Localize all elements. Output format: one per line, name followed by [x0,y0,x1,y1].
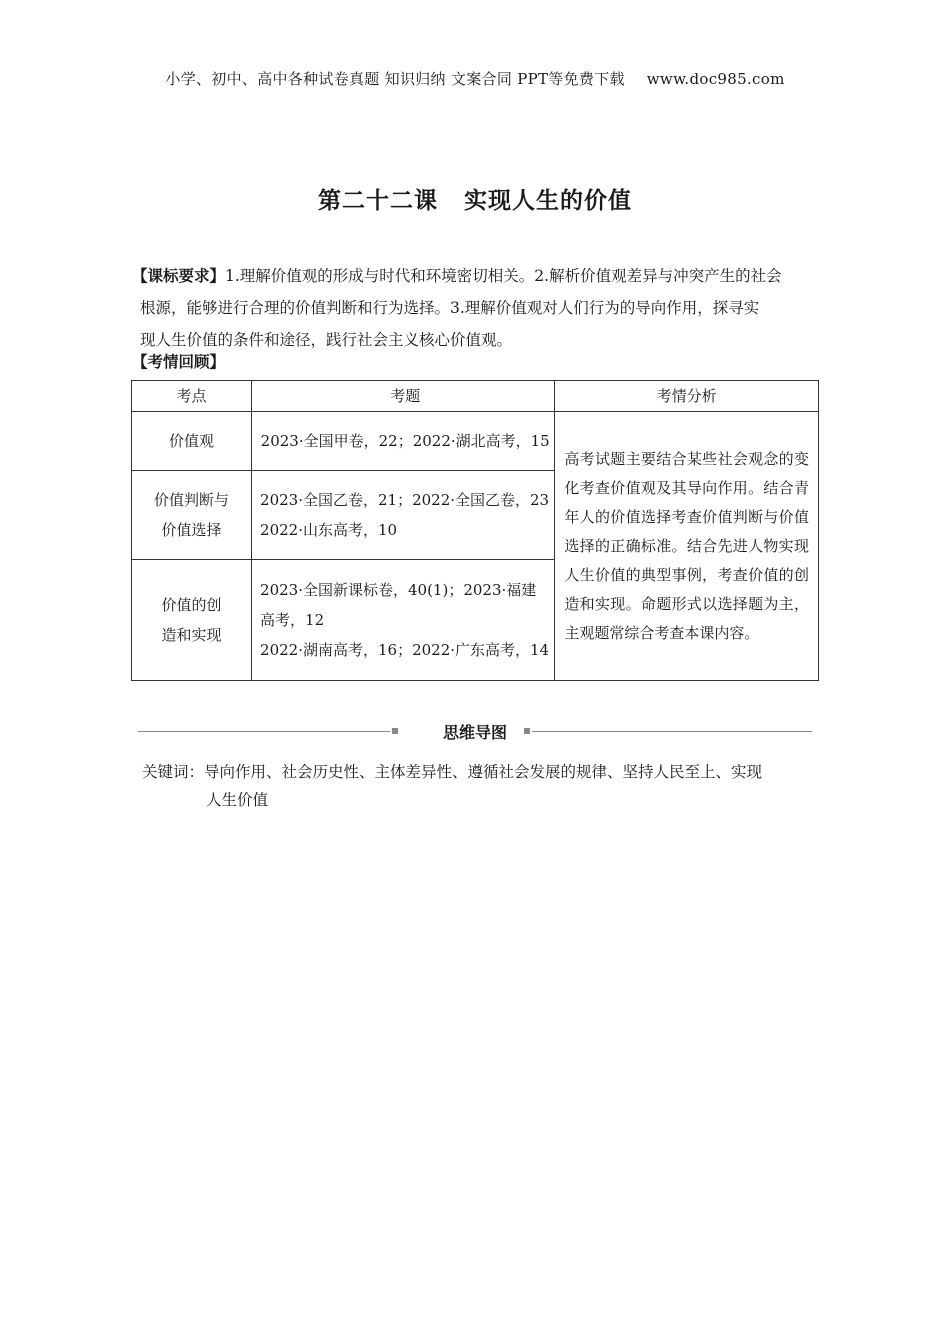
curriculum-requirements [132,260,818,356]
table-header-row [132,381,819,412]
row-point: 价值观 [132,412,252,471]
header-text: 小学、初中、高中各种试卷真题 知识归纳 文案合同 PPT等免费下载 [165,70,625,88]
requirements-label: 【课标要求】 [132,267,226,285]
requirements-line-3: 现人生价值的条件和途径，践行社会主义核心价值观。 [140,331,513,349]
divider-square-right-icon [524,728,530,734]
mindmap-divider [138,720,812,744]
page-header [0,68,950,89]
exam-review-table [131,380,819,681]
table-row [132,412,819,471]
lesson-number: 第二十二课 [318,188,438,214]
keywords-label: 关键词： [142,763,205,781]
analysis-cell: 高考试题主要结合某些社会观念的变化考查价值观及其导向作用。结合青年人的价值选择考查价值判断与价值选择的正确标准。结合先进人物实现人生价值的典型事例，考查价值的创造和实现。命题形式以选择题为主，主观题常综合考查本课内容。 [555,412,819,681]
question-item: 2023·全国新课标卷，40(1)；2023·福建高考，12 [260,581,537,629]
question-item: 2022·山东高考，10 [260,521,398,539]
row-point: 价值判断与价值选择 [132,471,252,560]
row-questions [252,560,555,681]
question-item: 2022·湖南高考，16；2022·广东高考，14 [260,641,550,659]
review-label: 【考情回顾】 [132,353,226,371]
header-questions: 考题 [252,381,555,412]
page-title [0,182,950,215]
divider-line-right [532,731,812,732]
keywords-line-1: 导向作用、社会历史性、主体差异性、遵循社会发展的规律、坚持人民至上、实现 [204,763,763,781]
header-point: 考点 [132,381,252,412]
requirements-line-2: 根源，能够进行合理的价值判断和行为选择。3.理解价值观对人们行为的导向作用，探寻实 [140,299,760,317]
requirements-line-1: 1.理解价值观的形成与时代和环境密切相关。2.解析价值观差异与冲突产生的社会 [225,267,782,285]
row-questions [252,412,555,471]
header-analysis: 考情分析 [555,381,819,412]
question-item: 2023·全国甲卷，22；2022·湖北高考，15 [260,432,550,450]
row-questions [252,471,555,560]
keywords [142,758,814,814]
lesson-name: 实现人生的价值 [464,188,632,214]
question-item: 2023·全国乙卷，21；2022·全国乙卷，23 [260,491,550,509]
mindmap-label: 思维导图 [442,723,507,742]
header-url[interactable]: www.doc985.com [646,70,785,88]
row-point: 价值的创造和实现 [132,560,252,681]
keywords-line-2: 人生价值 [206,791,269,809]
